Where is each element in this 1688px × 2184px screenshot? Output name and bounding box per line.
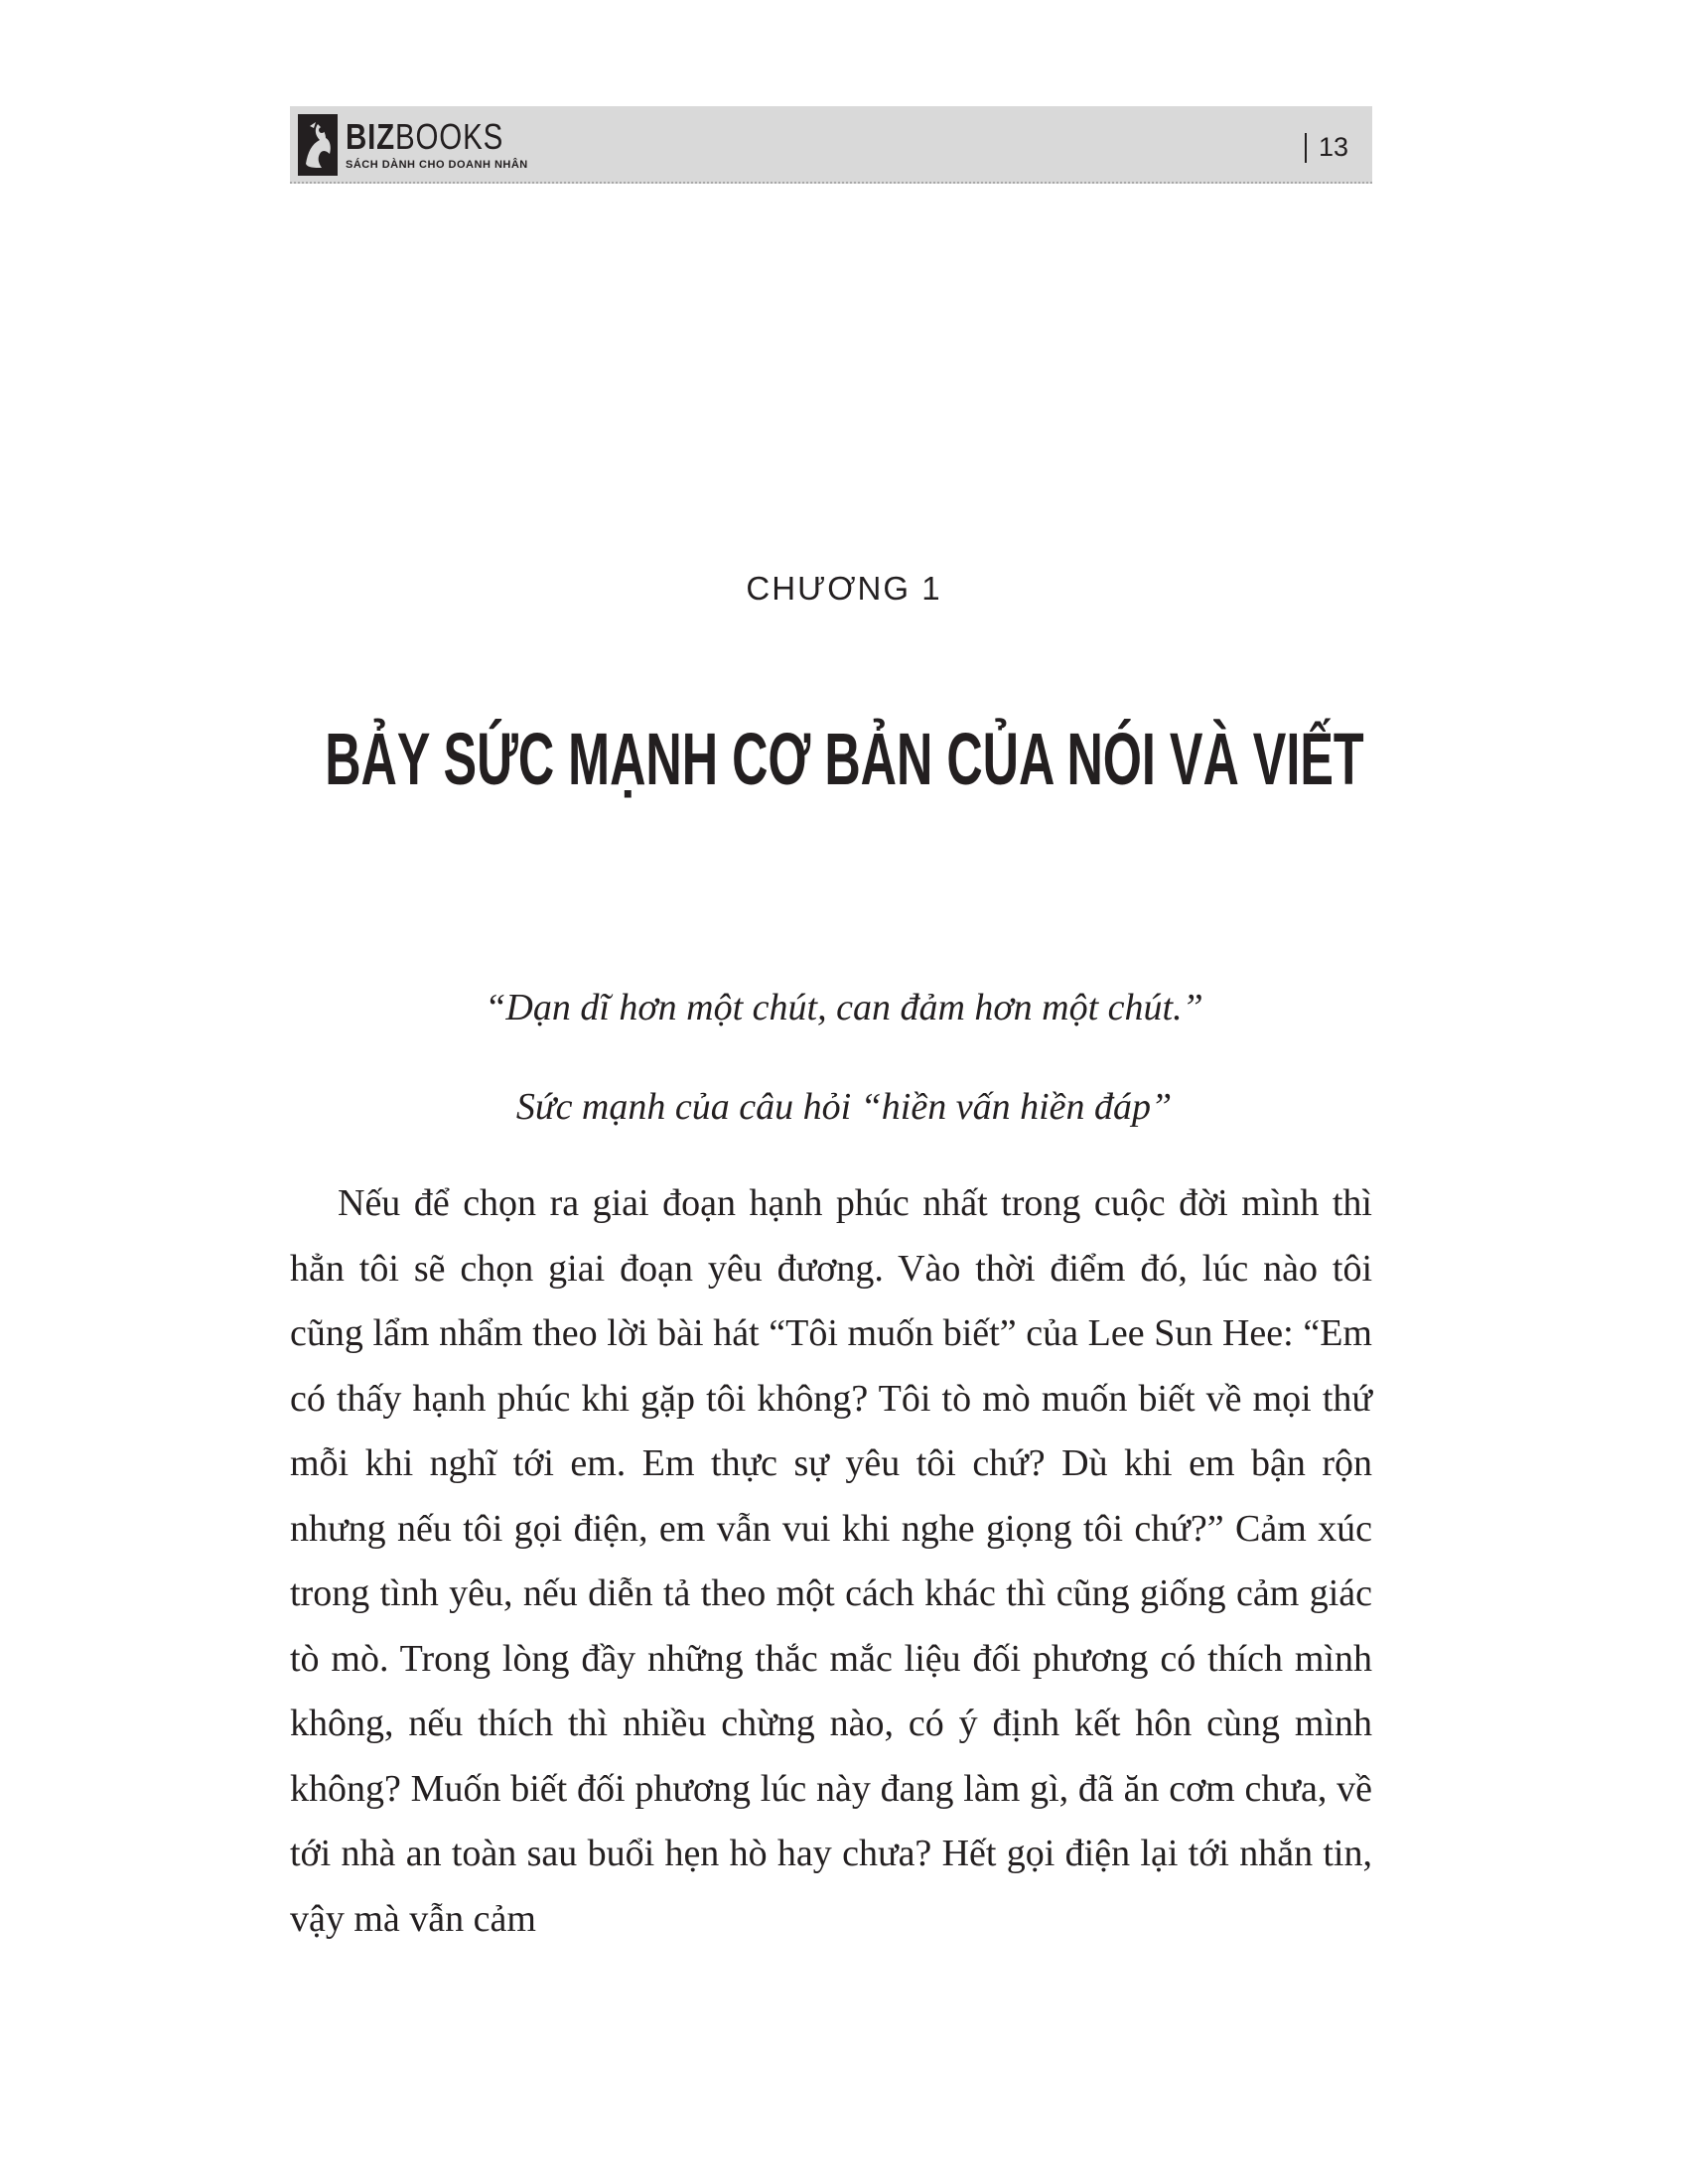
- logo-text: [346, 116, 538, 171]
- publisher-logo: [298, 114, 538, 176]
- body-paragraph: Nếu để chọn ra giai đoạn hạnh phúc nhất trong cuộc đời mình thì hẳn tôi sẽ chọn giai đoạn yêu đương. Vào thời điểm đó, lúc nào tôi cũng lẩm nhẩm theo lời bài hát “Tôi muốn biết” của Lee Sun Hee: “Em có thấy hạnh phúc khi gặp tôi không? Tôi tò mò muốn biết về mọi thứ mỗi khi nghĩ tới em. Em thực sự yêu tôi chứ? Dù khi em bận rộn nhưng nếu tôi gọi điện, em vẫn vui khi nghe giọng tôi chứ?” Cảm xúc trong tình yêu, nếu diễn tả theo một cách khác thì cũng giống cảm giác tò mò. Trong lòng đầy những thắc mắc liệu đối phương có thích mình không, nếu thích thì nhiều chừng nào, có ý định kết hôn cùng mình không? Muốn biết đối phương lúc này đang làm gì, đã ăn cơm chưa, về tới nhà an toàn sau buổi hẹn hò hay chưa? Hết gọi điện lại tới nhắn tin, vậy mà vẫn cảm: [290, 1182, 1372, 1940]
- page-number-value: 13: [1318, 132, 1348, 162]
- section-subtitle: Sức mạnh của câu hỏi “hiền vấn hiền đáp”: [515, 1086, 1173, 1128]
- chapter-label: CHƯƠNG 1: [746, 570, 942, 607]
- brand-tagline: SÁCH DÀNH CHO DOANH NHÂN: [346, 159, 528, 171]
- brand-name: BIZBOOKS: [346, 116, 504, 157]
- epigraph-quote: “Dạn dĩ hơn một chút, can đảm hơn một chút.”: [485, 987, 1203, 1028]
- bizbooks-logo-icon: [298, 114, 338, 176]
- chapter-title: [0, 718, 1688, 800]
- page-number: [1305, 132, 1348, 163]
- running-header: [290, 106, 1372, 184]
- page-number-separator: [1305, 133, 1307, 163]
- chapter-title-text: BẢY SỨC MẠNH CƠ BẢN CỦA NÓI VÀ VIẾT: [324, 718, 1364, 800]
